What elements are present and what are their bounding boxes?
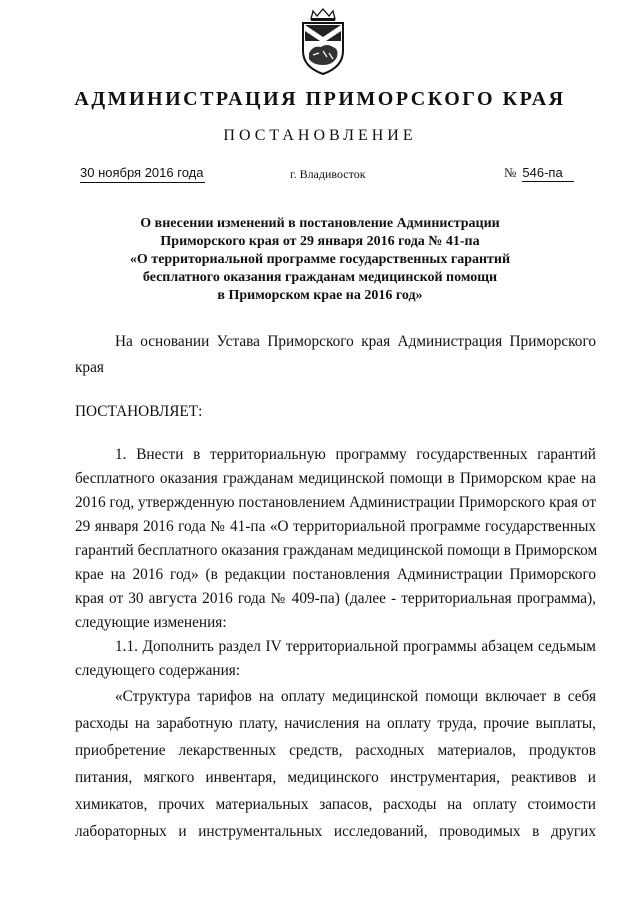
item1-line: крае на 2016 год» (в редакции постановления Администрации Приморского — [75, 566, 596, 583]
item1-line: гарантий бесплатного оказания гражданам медицинской помощи в Приморском — [75, 542, 598, 559]
document-number — [504, 165, 574, 182]
basis-line: На основании Устава Приморского края Администрация Приморского — [115, 333, 596, 350]
title-line: О внесении изменений в постановление Администрации — [140, 216, 500, 231]
item1-line: 29 января 2016 года № 41-па «О территориальной программе государственных — [75, 518, 596, 535]
document-title — [90, 215, 550, 305]
quote-line: лабораторных и инструментальных исследований, проводимых в других — [75, 823, 596, 840]
item1-1-line: 1.1. Дополнить раздел IV территориальной программы абзацем седьмым — [115, 638, 596, 655]
document-city: г. Владивосток — [290, 167, 366, 181]
item1-line: 1. Внести в территориальную программу государственных гарантий — [115, 446, 596, 463]
organization-title: АДМИНИСТРАЦИЯ ПРИМОРСКОГО КРАЯ — [74, 88, 566, 110]
item1-line: бесплатного оказания гражданам медицинской помощи в Приморском крае на — [75, 470, 596, 487]
item1-line: края от 30 августа 2016 года № 409-па) (далее - территориальная программа), — [75, 590, 596, 607]
item1-1-line: следующего содержания: — [75, 662, 241, 679]
item1-line: следующие изменения: — [75, 614, 227, 631]
title-line: бесплатного оказания гражданам медицинской помощи — [142, 270, 498, 285]
decree-word: ПОСТАНОВЛЯЕТ: — [75, 403, 203, 420]
quote-line: расходы на заработную плату, начисления на оплату труда, прочие выплаты, — [75, 715, 596, 732]
basis-line: края — [75, 359, 104, 376]
primorsky-coat-of-arms-icon — [297, 7, 349, 77]
document-type: ПОСТАНОВЛЕНИЕ — [223, 127, 417, 144]
item1-line: 2016 год, утвержденную постановлением Администрации Приморского края от — [75, 494, 596, 511]
quote-line: химикатов, прочих материальных запасов, расходы на оплату стоимости — [75, 796, 596, 813]
title-line: «О территориальной программе государственных гарантий — [129, 252, 511, 267]
document-date: 30 ноября 2016 года — [80, 165, 205, 183]
number-sign: № — [504, 165, 517, 180]
title-line: Приморского края от 29 января 2016 года № 41-па — [160, 234, 480, 249]
quote-line: приобретение лекарственных средств, расходных материалов, продуктов — [75, 742, 596, 759]
title-line: в Приморском крае на 2016 год» — [217, 288, 423, 303]
quote-line: «Структура тарифов на оплату медицинской помощи включает в себя — [115, 688, 596, 705]
quote-line: питания, мягкого инвентаря, медицинского инструментария, реактивов и — [75, 769, 596, 786]
number-value: 546-па — [522, 165, 574, 182]
